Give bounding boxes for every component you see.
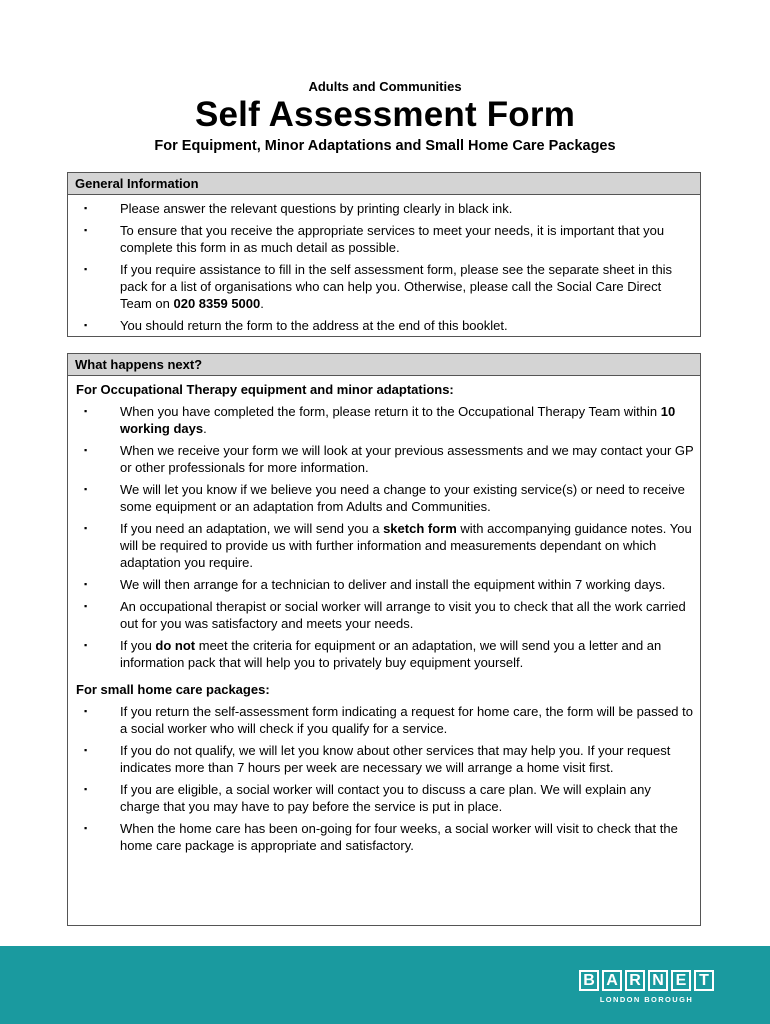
logo-subtitle: LONDON BOROUGH bbox=[599, 995, 694, 1004]
logo-letter: R bbox=[625, 970, 645, 991]
item-text: When the home care has been on-going for four weeks, a social worker will visit to check that the home care package is appropriate and satisfactory. bbox=[120, 821, 678, 853]
bullet-icon: ▪ bbox=[84, 523, 88, 533]
list-item bbox=[68, 598, 700, 632]
bullet-icon: ▪ bbox=[84, 706, 88, 716]
bullet-icon: ▪ bbox=[84, 406, 88, 416]
page-subtitle: For Equipment, Minor Adaptations and Small Home Care Packages bbox=[154, 138, 616, 154]
item-text: Please answer the relevant questions by printing clearly in black ink. bbox=[120, 201, 513, 216]
general-information-box bbox=[67, 172, 701, 337]
item-text: We will let you know if we believe you need a change to your existing service(s) or need to receive some equipment or an adaptation from Adults and Communities. bbox=[120, 482, 685, 514]
what-happens-next-box bbox=[67, 353, 701, 926]
item-text: 10 working days bbox=[120, 404, 676, 436]
bullet-icon: ▪ bbox=[84, 320, 88, 330]
logo-letter: B bbox=[579, 970, 599, 991]
list-item bbox=[68, 520, 700, 571]
item-text: When you have completed the form, please return it to the Occupational Therapy Team within bbox=[120, 404, 661, 419]
list-item bbox=[68, 442, 700, 476]
bullet-icon: ▪ bbox=[84, 484, 88, 494]
ot-list bbox=[68, 403, 700, 671]
item-text: do not bbox=[155, 638, 196, 653]
item-text: To ensure that you receive the appropriate services to meet your needs, it is important that you complete this form in as much detail as possible. bbox=[120, 223, 665, 255]
home-care-list bbox=[68, 703, 700, 854]
list-item bbox=[68, 703, 700, 737]
list-item bbox=[68, 820, 700, 854]
general-information-heading: General Information bbox=[68, 173, 700, 195]
home-care-section-title: For small home care packages: bbox=[76, 682, 270, 697]
logo-letter: A bbox=[602, 970, 622, 991]
item-text: 020 8359 5000 bbox=[173, 296, 261, 311]
bullet-icon: ▪ bbox=[84, 601, 88, 611]
what-happens-next-heading: What happens next? bbox=[68, 354, 700, 376]
list-item bbox=[68, 222, 700, 256]
item-text: If you are eligible, a social worker will contact you to discuss a care plan. We will explain any charge that you may have to pay before the service is put in place. bbox=[120, 782, 651, 814]
list-item bbox=[68, 576, 700, 593]
item-text: We will then arrange for a technician to deliver and install the equipment within 7 working days. bbox=[120, 577, 666, 592]
list-item bbox=[68, 403, 700, 437]
item-text: If you require assistance to fill in the self assessment form, please see the separate sheet in this pack for a list of organisations who can help you. Otherwise, please call the Social Care Direct Team on bbox=[120, 262, 673, 311]
bullet-icon: ▪ bbox=[84, 784, 88, 794]
bullet-icon: ▪ bbox=[84, 745, 88, 755]
item-text: sketch form bbox=[383, 521, 457, 536]
logo-letter: E bbox=[671, 970, 691, 991]
barnet-logo bbox=[579, 970, 714, 1004]
list-item bbox=[68, 742, 700, 776]
bullet-icon: ▪ bbox=[84, 203, 88, 213]
list-item bbox=[68, 781, 700, 815]
department-label: Adults and Communities bbox=[308, 79, 462, 94]
bullet-icon: ▪ bbox=[84, 640, 88, 650]
list-item bbox=[68, 317, 700, 334]
bullet-icon: ▪ bbox=[84, 225, 88, 235]
item-text: If you do not qualify, we will let you know about other services that may help you. If your request indicates more than 7 hours per week are necessary we will arrange a home visit first. bbox=[120, 743, 671, 775]
bullet-icon: ▪ bbox=[84, 264, 88, 274]
bullet-icon: ▪ bbox=[84, 445, 88, 455]
item-text: When we receive your form we will look at your previous assessments and we may contact your GP or other professionals for more information. bbox=[120, 443, 694, 475]
list-item bbox=[68, 261, 700, 312]
item-text: An occupational therapist or social worker will arrange to visit you to check that all the work carried out for you was satisfactory and meets your needs. bbox=[120, 599, 686, 631]
item-text: with accompanying guidance notes. You will be required to provide us with further information and measurements dependant on which adaptation you require. bbox=[120, 521, 692, 570]
list-item bbox=[68, 481, 700, 515]
general-information-list bbox=[68, 195, 700, 334]
item-text: . bbox=[260, 296, 264, 311]
page-title: Self Assessment Form bbox=[194, 95, 576, 134]
ot-section-title: For Occupational Therapy equipment and minor adaptations: bbox=[76, 382, 454, 397]
item-text: If you need an adaptation, we will send you a bbox=[120, 521, 384, 536]
list-item bbox=[68, 200, 700, 217]
item-text: . bbox=[203, 421, 207, 436]
bullet-icon: ▪ bbox=[84, 579, 88, 589]
item-text: If you bbox=[120, 638, 156, 653]
logo-letters bbox=[579, 970, 714, 991]
item-text: If you return the self-assessment form indicating a request for home care, the form will be passed to a social worker who will check if you qualify for a service. bbox=[120, 704, 693, 736]
list-item bbox=[68, 637, 700, 671]
item-text: meet the criteria for equipment or an adaptation, we will send you a letter and an information pack that will help you to privately buy equipment yourself. bbox=[120, 638, 662, 670]
bullet-icon: ▪ bbox=[84, 823, 88, 833]
logo-letter: N bbox=[648, 970, 668, 991]
logo-letter: T bbox=[694, 970, 714, 991]
item-text: You should return the form to the address at the end of this booklet. bbox=[120, 318, 508, 333]
